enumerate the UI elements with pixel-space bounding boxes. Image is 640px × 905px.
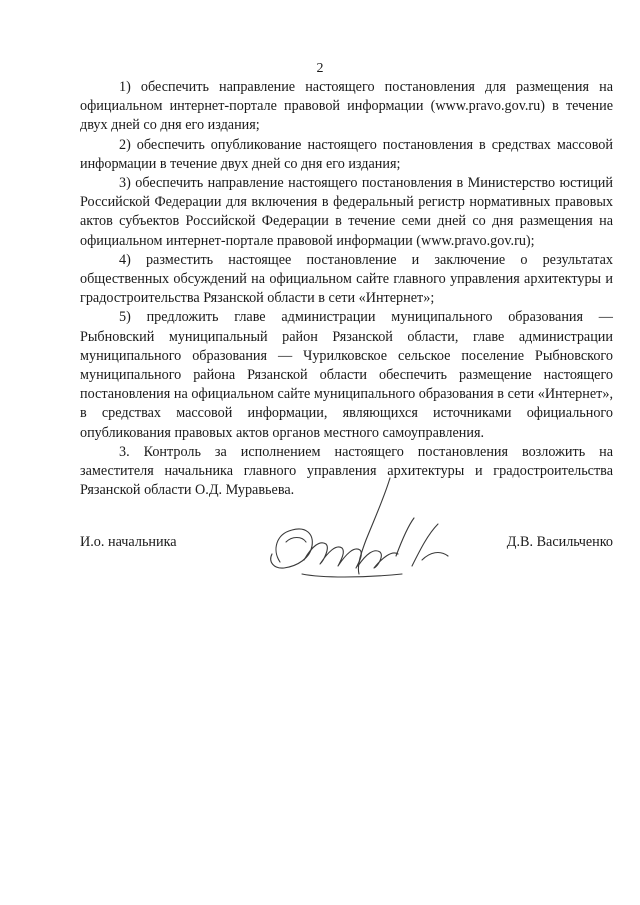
document-body bbox=[80, 78, 613, 500]
page-number: 2 bbox=[316, 61, 324, 76]
signatory-role: И.о. начальника bbox=[80, 534, 177, 550]
paragraph-item-1: 1) обеспечить направление настоящего постановления для размещения на официальном интернет-портале правовой информации (www.pravo.gov.ru) в течение двух дней со дня его издания; bbox=[80, 79, 613, 134]
handwritten-signature bbox=[262, 470, 472, 590]
paragraph-control-clause: 3. Контроль за исполнением настоящего постановления возложить на заместителя начальника главного управления архитектуры и градостроительства Рязанской области О.Д. Муравьева. bbox=[80, 443, 613, 499]
paragraph-item-4: 4) разместить настоящее постановление и заключение о результатах общественных обсуждений на официальном сайте главного управления архитектуры и градостроительства Рязанской области в сети «Интернет»; bbox=[80, 251, 613, 307]
paragraph-item-2: 2) обеспечить опубликование настоящего постановления в средствах массовой информации в течение двух дней со дня его издания; bbox=[80, 136, 613, 172]
paragraph-item-5: 5) предложить главе администрации муниципального образования — Рыбновский муниципальный район Рязанской области, главе администрации муниципального образования — Чурилковское сельское поселение Рыбновского муниципального района Рязанской области обеспечить размещение настоящего постановления на официальном сайте муниципального образования в сети «Интернет», в средствах массовой информации, являющихся источниками официального опубликования правовых актов органов местного самоуправления. bbox=[80, 309, 613, 441]
paragraph-item-3: 3) обеспечить направление настоящего постановления в Министерство юстиций Российской Федерации для включения в федеральный регистр нормативных правовых актов субъектов Российской Федерации в течение семи дней со дня размещения на официальном интернет-портале правовой информации (www.pravo.gov.ru); bbox=[80, 175, 613, 249]
signature-block bbox=[80, 533, 613, 553]
signatory-name: Д.В. Васильченко bbox=[506, 534, 613, 550]
